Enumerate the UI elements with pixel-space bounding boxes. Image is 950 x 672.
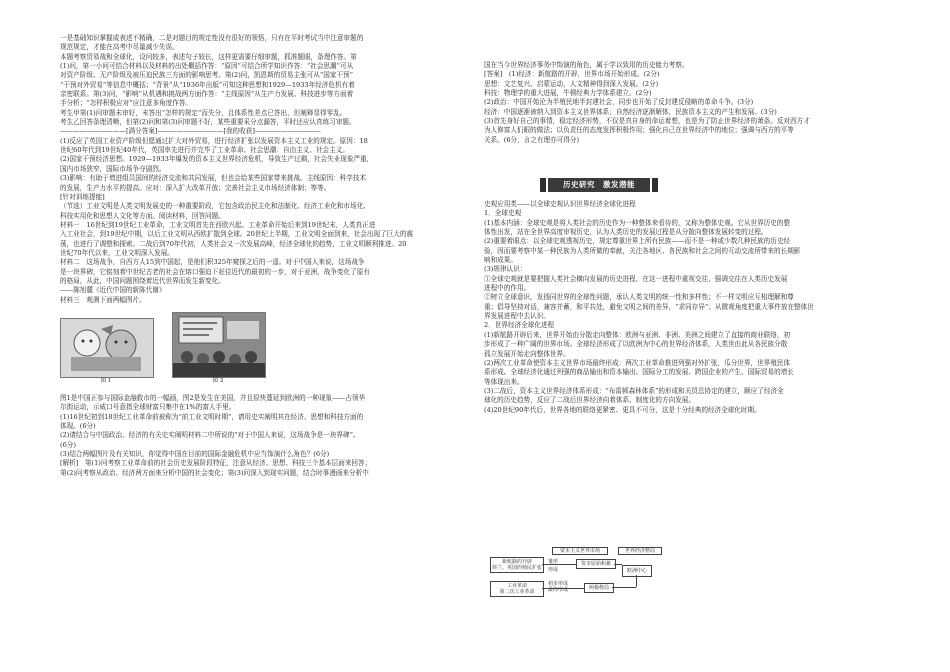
- section-title: 史观应用类——以全球史观认识世界经济全球化进程: [484, 200, 636, 208]
- text-line: 材料二 这场战争，自西方人15到中国起，是他们积325年窥探之后的一遥。对于中国人来说，这场战争: [60, 258, 365, 267]
- text-line: “干预对外贸易”等信息中概括；“背景”从“1936年出版”可知这种思想和1929—1933年经济危机有着: [60, 80, 355, 89]
- text-line: 验，因而要考察中某一种民族为人类所做的奉献，关注各地区、各民族和社会之间的互动交流所带来的长期影: [484, 246, 801, 255]
- text-line: (3)首先身好自己的事情，稳定经济形势，不仅是真自身的命运着想，也是为了防止世界经济的萧条。反对西方才: [484, 117, 810, 126]
- left-text-block: [60, 34, 468, 305]
- text-line: 考生乙回答条理清晰，但第(2)问和第(3)问审题不好，某些重要采分点漏答，平时还应认真练习审题。: [60, 118, 356, 127]
- text-line: (2)国家干预经济思想。1929—1933年爆发的资本主义世界经济危机，导致生产过剩，社会失业现象严重，: [60, 155, 374, 164]
- diagram-text: 新航路的开辟 荷兰、英国的殖民扩张: [491, 559, 542, 571]
- text-line: 科技实用化和思想人文化等方面。阅读材料，回答问题。: [60, 211, 225, 220]
- text-line: (3)影响：有助于增进组员国间的经济交流和共同发展，但也会给某些国家带来挑战。主线原因：科学技术: [60, 174, 367, 183]
- diagram-label-formed: 形成: [548, 567, 559, 573]
- diagram-text: 两极格局: [588, 585, 609, 591]
- text-line: 图1是中国正参与国际金融救市的一幅画，图2是发生在美国，并且很快蔓延到欧洲的一种现象——占领华: [60, 394, 366, 402]
- text-line: 进程中的作用。: [484, 284, 531, 293]
- text-line: 手分析；“怎样积极应对”应注意多角度作答。: [60, 99, 193, 108]
- text-line: 系形成。全球经济化通过列强的商品输出和资本输出、国际分工的发展、跨国企业的产生、国际贸易的增长: [484, 368, 794, 377]
- text-line: 世纪60年代到19世纪40年代，英国率先进行并完毕了工业革命。社会思潮：自由主义、社会主义。: [60, 146, 349, 155]
- diagram-header-pattern: [618, 547, 662, 555]
- text-line: 考生甲第(1)问审题未审好，未答出“怎样的规定”而失分，且体系性差点已答出，但阐释显得零乱。: [60, 108, 347, 117]
- text-line: 国在当今世界经济事务中饰演的角色，属于学以致用的历史能力考察。: [484, 61, 689, 69]
- text-line: (1)问，第一小问可结合材料以及材料的出处概括作答：“原因”可结合所学知识作答：“社会思潮”可从: [60, 62, 354, 71]
- figure-1-caption: 图 1: [100, 378, 112, 384]
- text-line: 的格局，从此，中国问题围绕着近代世界而发生新变化。: [60, 276, 225, 285]
- text-line: （节选）工业文明是人类文明发展史的一种重要阶段，它包含政治民主化和法制化、经济工业化和市场化、: [60, 202, 370, 211]
- text-line: 2．世界经济全球化进程: [484, 321, 555, 330]
- cartoon-image: [61, 319, 153, 377]
- diagram-arrow: [614, 564, 622, 565]
- left-bottom-text: [60, 394, 468, 478]
- text-line: 科技：物理学的重大进展，牛顿经典力学体系建立。(2分): [484, 89, 652, 98]
- figure-1-cartoon: [60, 318, 154, 378]
- text-line: (3)规律认识：: [484, 265, 527, 274]
- text-line: [答案] (1)经济：新航路的开辟，世界市场开始形成。(2分): [484, 70, 660, 79]
- text-line: (2)政治：中国开始沦为半殖民地半封建社会，同步也开始了反封建反侵略的革命斗争。(3分): [484, 98, 754, 107]
- text-line: 步形成了一种广阔的世界市场。全球经济形成了以欧洲为中心的世界经济体系，人类世由此从各民族分散: [484, 340, 788, 349]
- protest-image: [173, 313, 265, 377]
- text-line: 思想：文艺复兴、启蒙运动，人文精神得到深入发展。(2分): [484, 79, 659, 88]
- text-line: 亲密联系。第(3)问，“影响”从机遇和挑战两方面作答：“主线原因”从生产力发展、科技进步等方面着: [60, 90, 354, 99]
- diagram-arrow: [542, 588, 584, 589]
- diagram-text: 资本主义世界市场: [559, 548, 600, 554]
- text-line: 1．全球史观: [484, 209, 522, 218]
- text-line: 荡，也进行了调整和探索。二战后到70年代初，人类社会又一次发展高峰，经济全球化的趋势，工业文明顺利推进。20: [60, 239, 407, 248]
- text-line: 响和成果。: [484, 256, 517, 265]
- right-answer-block: [484, 61, 894, 145]
- text-line: 材料三 观测下面两幅图片。: [60, 295, 146, 304]
- text-line: (4)20世纪90年代后，世界各地的联络更紧密、更具不可分，这是十分经典的经济全球化时期。: [484, 405, 761, 414]
- diagram-text: 世界经济格局: [624, 548, 655, 554]
- text-line: (3)结合两幅图片及有关知识，你觉得中国在目前的国际金融危机中应当饰演什么角色？(6分): [60, 450, 330, 459]
- section-banner: [540, 178, 658, 192]
- text-line: (6分): [60, 440, 76, 449]
- text-line: [解析] 第(1)问考察工业革命前的社会历史发展阶段特征，注意从经济、思想、科技三个基本层面来回答；: [60, 459, 372, 468]
- text-line: 体性出发，站在全世界高度审视历史，认为人类历史的发展过程是从分散向整体发展转变的过程。: [484, 228, 768, 237]
- figure-2-photo: [172, 312, 266, 378]
- text-line: 规范规定，才能在高考中尽量减少失误。: [60, 43, 179, 52]
- text-line: 体现。(6分): [60, 422, 96, 431]
- diagram-box-accumulation: [576, 559, 616, 569]
- text-line: 重；倡导坚持对话，兼容并蓄，和平共处，避免文明之间的差异，“求同存异”；从微观角度把重大事件放在整体世: [484, 302, 814, 311]
- text-line: 材料一 16世纪到19世纪工业革命，工业文明首先在西欧兴起。工业革命开始后来到19世纪末，人类真正进: [60, 220, 376, 229]
- text-line: (1)16世纪初到18世纪工业革命前被称为“前工业文明时期”，请用史实阐明其在经济、思想和科技方面的: [60, 412, 364, 421]
- text-line: (2)两次工业革命使资本主义世界市场最终形成：两次工业革命推进列强对外扩张，瓜分世界，世界殖民体: [484, 358, 791, 367]
- diagram-label-final: 初步形成 最终形成: [548, 581, 569, 593]
- text-line: (1)基本内涵：全球史观是将人类社会的历史作为一种整体来看待的，又称为整体史观。它从世界历史的整: [484, 218, 791, 227]
- section-heading: [针对训练提能]: [60, 192, 105, 201]
- text-line: ②树立全球意识，发扬同世界的全球性问题，承认人类文明的统一性和多样性；不一样文明应互相理解和尊: [484, 293, 794, 302]
- figure-2-caption: 图 2: [212, 378, 224, 384]
- text-line: 一是基础知识掌握或表述不精确，二是对题目的规定性没有很好的领悟，只有在平时考试当中注意审题的: [60, 34, 364, 42]
- text-line: 入工业社会，到19世纪中期，以后工业文明从西欧扩散到全球。20世纪上半期，工业文明全面到来，社会出现了巨大的震: [60, 230, 414, 239]
- diagram-arrow: [612, 587, 636, 588]
- diagram-header-market: [552, 547, 608, 555]
- diagram-box-new-route: [490, 557, 544, 573]
- diagram-text: 资本原始积累: [580, 561, 611, 567]
- text-line: 关系。(6分，言之有理亦可得分): [484, 135, 580, 144]
- diagram-box-industrial-revolution: [490, 581, 544, 597]
- text-line: 尔街运动，示威口号意指全球财富只集中在1%的富人手里。: [60, 403, 236, 412]
- text-line: 本题考察贸易战和全球化，设问较多，表述句子较长，这样更需要仔细审题，抓准题眼，条理作答。第: [60, 52, 357, 61]
- text-line: 国内市场狭窄，国际市场争夺剧烈。: [60, 164, 166, 173]
- global-market-diagram: [490, 547, 680, 597]
- text-line: 是一块界碑，它铭刻着中世纪古老的社会在熔口强迫下赶往近代的最初的一步，对于亚洲，战争变化了原有: [60, 267, 370, 276]
- diagram-box-two-poles: [584, 583, 614, 593]
- text-line: 界发展进程中去认识。: [484, 312, 550, 321]
- text-line: 对资产阶级、无产阶级及被压迫民族三方面的影响思考。第(2)问，凯恩斯的贸易主张可从“国家干预”: [60, 71, 354, 80]
- text-line: (2)重要着眼点：以全球史观透视历史，规定尊重世界上所有民族——而不是一种或少数几种民族的历史经: [484, 237, 791, 246]
- right-method-block: [484, 200, 894, 415]
- diagram-text: 工业革命 第二次工业革命: [499, 583, 535, 595]
- diagram-text: 欧洲中心: [626, 568, 647, 574]
- diagram-box-europe-center: [622, 565, 652, 577]
- diagram-arrow: [636, 575, 637, 587]
- text-line: 等体现出来。: [484, 377, 524, 386]
- text-line: (1)反应了英国工业资产阶级但愿通过扩大对外贸易，进行经济扩张以发展资本主义工业的规定。原因：18: [60, 136, 368, 145]
- diagram-label-embryo: 雏形: [548, 559, 559, 565]
- citation-line: ——陈旭麓《近代中国的新陈代谢》: [60, 286, 166, 295]
- diagram-arrow: [542, 564, 576, 565]
- text-line: ①全球史观就是要把握人类社会横向发展的历史进程，在这一进程中重视交往、强调交往在人类历史发展: [484, 274, 788, 283]
- text-line: (2)请结合与中国政治、经济的有关史实阐明材料二中所说的“对于中国人来说，这场战争是一块界碑”。: [60, 431, 360, 440]
- section-divider: ——————————[满分答案]——————————[我的收获]——————————: [60, 127, 321, 136]
- text-line: 经济：中国逐渐被纳入到资本主义世界体系；自然经济逐渐解体，民族资本主义的产生和发展。(3分): [484, 107, 777, 116]
- text-line: 的发展，生产力水平的提高。应对：深入扩大改革开放；完善社会主义市场经济体制；等等。: [60, 183, 331, 192]
- text-line: 孤立发展开始走向整体世界。: [484, 349, 570, 358]
- text-line: (3)二战后，资本主义世界经济体系形成：“布雷顿森林体系”的形成和关贸总协定的建立，顺应了经济全: [484, 386, 784, 395]
- text-line: (1)新航路开辟后来，世界开始由分散走向整体：欧洲与亚洲、非洲、美洲之间建立了直接的商业联络，初: [484, 330, 791, 339]
- text-line: 世纪70年代以来，工业文明深入发展。: [60, 248, 174, 257]
- banner-title: 历史研究 激发潜能: [563, 180, 635, 189]
- text-line: 为人修富人们眼的做法；以负责任的态度发挥积极作用；强化自己在世界经济中的地位；强调与西方的平等: [484, 126, 794, 135]
- text-line: 第(2)问考察从政治、经济两方面来分析中国的社会变化；第(3)问深入到现实问题，结合时事漫画来分析中: [60, 468, 369, 477]
- text-line: 球化的历史趋势，反应了二战后世界经济向着体系、制度化的方向发展。: [484, 396, 695, 405]
